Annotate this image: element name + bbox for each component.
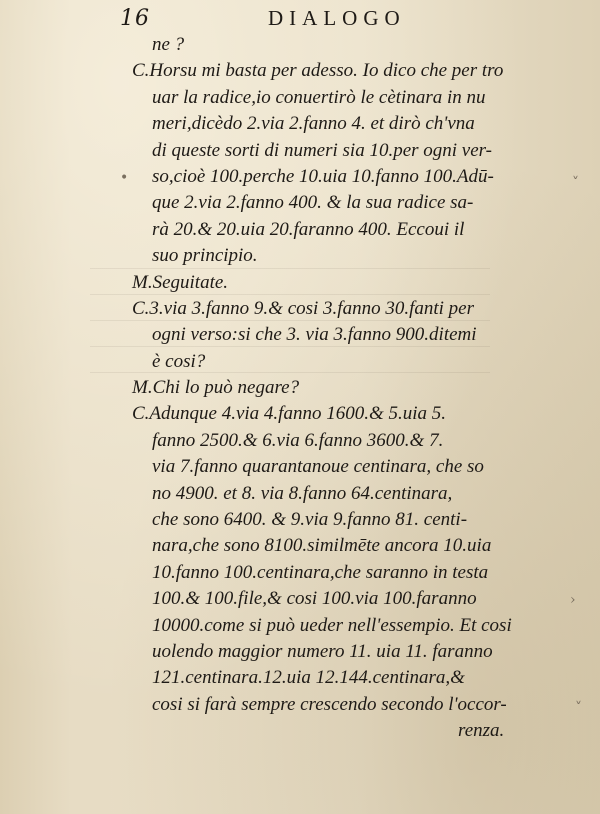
text-line: di queste sorti di numeri sia 10.per ogni ver- — [152, 139, 493, 161]
text-line: 10000.come si può ueder nell'essempio. Et cosi — [152, 614, 512, 636]
text-line: fanno 2500.& 6.via 6.fanno 3600.& 7. — [152, 429, 444, 451]
text-line: C.Adunque 4.via 4.fanno 1600.& 5.uia 5. — [132, 403, 447, 425]
text-line: rà 20.& 20.uia 20.faranno 400. Eccoui il — [152, 218, 465, 240]
text-line: cosi si farà sempre crescendo secondo l'occor- — [152, 693, 507, 715]
text-line: M.Chi lo può negare? — [132, 377, 300, 399]
text-line: C.Horsu mi basta per adesso. Io dico che per tro — [132, 60, 504, 82]
running-title: DIALOGO — [268, 6, 406, 30]
text-line: meri,dicèdo 2.via 2.fanno 4. et dirò ch'vna — [152, 113, 475, 135]
text-line: nara,che sono 8100.similmēte ancora 10.uia — [152, 535, 492, 557]
text-line: so,cioè 100.perche 10.uia 10.fanno 100.Adū- — [152, 165, 494, 187]
margin-tick: › — [570, 592, 576, 608]
text-line: C.3.via 3.fanno 9.& cosi 3.fanno 30.fanti per — [132, 297, 474, 319]
text-line: è cosi? — [152, 350, 206, 372]
text-line: uolendo maggior numero 11. uia 11. faranno — [152, 640, 493, 662]
text-line: 121.centinara.12.uia 12.144.centinara,& — [152, 667, 465, 689]
text-line: M.Seguitate. — [132, 271, 229, 293]
margin-tick: ˅ — [575, 700, 582, 716]
text-line: via 7.fanno quarantanoue centinara, che so — [152, 456, 484, 478]
dialogue-text — [128, 32, 558, 745]
text-line: suo principio. — [152, 245, 258, 267]
page-number: 16 — [120, 6, 150, 31]
text-line: renza. — [458, 720, 505, 742]
text-line: no 4900. et 8. via 8.fanno 64.centinara, — [152, 482, 453, 504]
margin-dot: • — [120, 170, 129, 186]
text-line: 100.& 100.file,& cosi 100.via 100.faranno — [152, 588, 477, 610]
text-line: uar la radice,io conuertirò le cètinara in nu — [152, 86, 486, 108]
text-line: que 2.via 2.fanno 400. & la sua radice sa- — [152, 192, 474, 214]
text-line: che sono 6400. & 9.via 9.fanno 81. centi- — [152, 509, 468, 531]
page-header — [0, 4, 600, 30]
text-line: ne ? — [152, 34, 185, 55]
text-line: ogni verso:si che 3. via 3.fanno 900.ditemi — [152, 324, 477, 346]
margin-tick: ˅ — [572, 175, 579, 191]
text-line: 10.fanno 100.centinara,che saranno in testa — [152, 561, 489, 583]
